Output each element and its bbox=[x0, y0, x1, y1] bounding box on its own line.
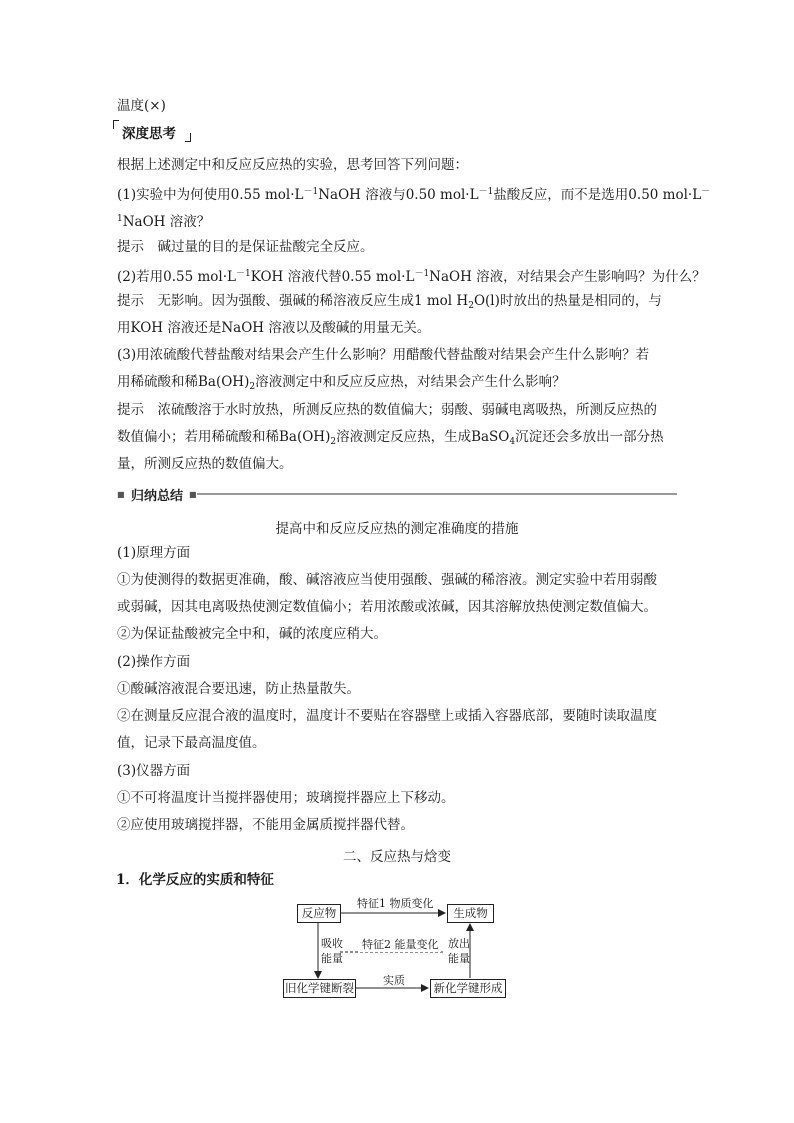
old-bond-box: 旧化学键断裂 bbox=[283, 979, 356, 998]
release-label: 能量 bbox=[448, 952, 470, 965]
principle-item: ②为保证盐酸被完全中和，碱的浓度应稍大。 bbox=[117, 626, 387, 642]
feature2-label: 特征2 能量变化 bbox=[362, 938, 439, 951]
instrument-item: ②应使用玻璃搅拌器，不能用金属质搅拌器代替。 bbox=[117, 817, 414, 833]
new-bond-box: 新化学键形成 bbox=[430, 979, 506, 998]
question-1-cont: $^1$NaOH 溶液？ bbox=[117, 214, 211, 230]
release-label: 放出 bbox=[448, 937, 470, 950]
question-2: (2)若用0.55 $mol\cdot L^{-1}KOH$ 溶液代替0.55 $mol\cdot L^{-1}NaOH$ 溶液，对结果会产生影响吗？为什么？ bbox=[117, 269, 706, 285]
reactant-box: 反应物 bbox=[297, 904, 341, 923]
subsection-title: 1．化学反应的实质和特征 bbox=[116, 872, 274, 888]
principle-item-cont: 或弱碱，因其电离吸热使测定数值偏小；若用浓酸或浓碱，因其溶解放热使测定数值偏大。 bbox=[117, 599, 657, 615]
feature1-label: 特征1 物质变化 bbox=[357, 897, 434, 910]
operation-item-cont: 值，记录下最高温度值。 bbox=[117, 735, 266, 751]
absorb-label: 能量 bbox=[321, 952, 343, 965]
heading-label: 深度思考 bbox=[122, 126, 176, 142]
bracket-left-icon bbox=[113, 120, 119, 129]
operation-item: ②在测量反应混合液的温度时，温度计不要贴在容器壁上或插入容器底部，要随时读取温度 bbox=[117, 708, 657, 724]
product-box: 生成物 bbox=[447, 904, 494, 923]
answer-3: 提示 浓硫酸溶于水时放热，所测反应热的数值偏大；弱酸、弱碱电离吸热，所测反应热的 bbox=[117, 402, 657, 418]
principle-heading: (1)原理方面 bbox=[117, 545, 191, 561]
bracket-right-icon bbox=[185, 133, 191, 142]
summary-title: 提高中和反应反应热的测定准确度的措施 bbox=[275, 521, 519, 537]
question-3: (3)用浓硫酸代替盐酸对结果会产生什么影响？用醋酸代替盐酸对结果会产生什么影响？若 bbox=[117, 347, 650, 363]
answer-1: 提示 碱过量的目的是保证盐酸完全反应。 bbox=[117, 239, 374, 255]
section-title: 二、反应热与焓变 bbox=[343, 849, 451, 865]
answer-2-cont: 用KOH 溶液还是NaOH 溶液以及酸碱的用量无关。 bbox=[117, 320, 431, 336]
intro-line: 根据上述测定中和反应反应热的实验，思考回答下列问题： bbox=[117, 157, 468, 173]
summary-divider bbox=[117, 485, 677, 504]
question-3-cont: 用稀硫酸和稀$Ba(OH)_2$溶液测定中和反应反应热，对结果会产生什么影响？ bbox=[117, 374, 566, 392]
text-line: 温度(×) bbox=[117, 98, 166, 114]
answer-3-cont2: 量，所测反应热的数值偏大。 bbox=[117, 456, 293, 472]
divider-rule bbox=[197, 493, 677, 495]
section-heading-deep-thinking bbox=[113, 122, 191, 140]
operation-item: ①酸碱溶液混合要迅速，防止热量散失。 bbox=[117, 681, 360, 697]
answer-3-cont: 数值偏小；若用稀硫酸和稀$Ba(OH)_2$溶液测定反应热，生成BaSO$_4$沉淀还会多放出一部分热 bbox=[117, 429, 664, 447]
operation-heading: (2)操作方面 bbox=[117, 654, 191, 670]
principle-item: ①为使测得的数据更准确，酸、碱溶液应当使用强酸、强碱的稀溶液。测定实验中若用弱酸 bbox=[117, 572, 657, 588]
bullet-icon: ■ bbox=[117, 490, 125, 499]
answer-2: 提示 无影响。因为强酸、强碱的稀溶液反应生成1 mol $H_2O(l)$时放出的热量是相同的，与 bbox=[117, 293, 662, 311]
instrument-item: ①不可将温度计当搅拌器使用；玻璃搅拌器应上下移动。 bbox=[117, 790, 455, 806]
question-1: (1)实验中为何使用0.55 $mol\cdot L^{-1}NaOH$ 溶液与0.50 $mol\cdot L^{-1}$盐酸反应，而不是选用0.50 mol·L－ bbox=[117, 187, 711, 203]
essence-label: 实质 bbox=[383, 974, 405, 987]
bullet-icon: ■ bbox=[189, 490, 197, 499]
instrument-heading: (3)仪器方面 bbox=[117, 763, 191, 779]
summary-label: 归纳总结 bbox=[131, 489, 184, 504]
absorb-label: 吸收 bbox=[321, 937, 343, 950]
